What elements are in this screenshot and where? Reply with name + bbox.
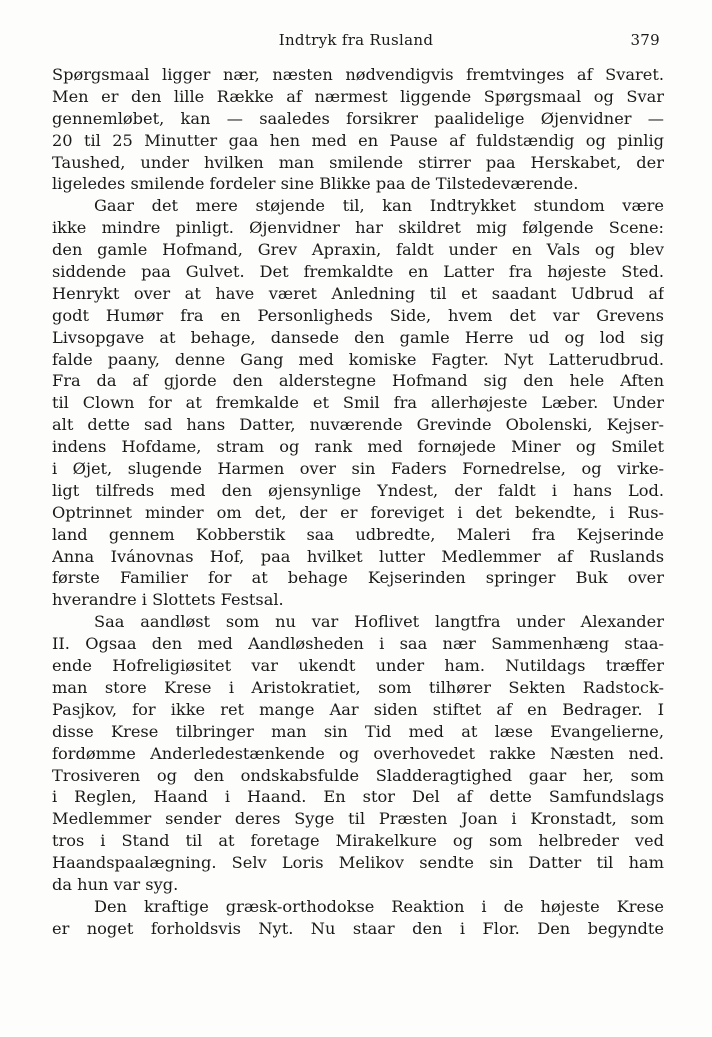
- text-line: 20 til 25 Minutter gaa hen med en Pause af fuldstændig og pinlig: [52, 130, 664, 150]
- text-line: Medlemmer sender deres Syge til Præsten Joan i Kronstadt, som: [52, 809, 664, 829]
- text-line: II. Ogsaa den med Aandløsheden i saa nær Sammenhæng staa-: [52, 634, 664, 654]
- text-line: Henrykt over at have været Anledning til et saadant Udbrud af: [52, 283, 664, 303]
- text-line: da hun var syg.: [52, 874, 179, 894]
- text-line: Saa aandløst som nu var Hoflivet langtfra under Alexander: [94, 612, 664, 632]
- text-line: gennemløbet, kan — saaledes forsikrer paalidelige Øjenvidner —: [52, 108, 664, 128]
- body-text: [52, 64, 664, 940]
- text-line: Anna Ivánovnas Hof, paa hvilket lutter Medlemmer af Ruslands: [52, 546, 664, 566]
- text-line: alt dette sad hans Datter, nuværende Grevinde Obolenski, Kejser-: [52, 415, 664, 435]
- text-line: disse Krese tilbringer man sin Tid med at læse Evangelierne,: [52, 721, 664, 741]
- text-line: Trosiveren og den ondskabsfulde Sladderagtighed gaar her, som: [52, 765, 664, 785]
- text-line: land gennem Kobberstik saa udbredte, Maleri fra Kejserinde: [52, 524, 664, 544]
- text-line: ikke mindre pinligt. Øjenvidner har skildret mig følgende Scene:: [52, 218, 664, 238]
- text-line: Gaar det mere støjende til, kan Indtrykket stundom være: [94, 196, 664, 216]
- text-line: ende Hofreligiøsitet var ukendt under ham. Nutildags træffer: [52, 656, 664, 676]
- text-line: i Reglen, Haand i Haand. En stor Del af dette Samfundslags: [52, 787, 664, 807]
- text-line: Den kraftige græsk-orthodokse Reaktion i de højeste Krese: [94, 896, 664, 916]
- text-line: Spørgsmaal ligger nær, næsten nødvendigvis fremtvinges af Svaret.: [52, 65, 664, 84]
- running-head: [52, 31, 660, 53]
- text-line: Taushed, under hvilken man smilende stirrer paa Herskabet, der: [52, 152, 664, 172]
- text-line: indens Hofdame, stram og rank med fornøjede Miner og Smilet: [52, 437, 664, 457]
- text-line: i Øjet, slugende Harmen over sin Faders Fornedrelse, og virke-: [52, 459, 664, 479]
- text-line: Livsopgave at behage, dansede den gamle Herre ud og lod sig: [52, 327, 664, 347]
- text-line: man store Krese i Aristokratiet, som tilhører Sekten Radstock-: [52, 677, 664, 697]
- text-line: Pasjkov, for ikke ret mange Aar siden stiftet af en Bedrager. I: [52, 699, 664, 719]
- text-line: er noget forholdsvis Nyt. Nu staar den i Flor. Den begyndte: [52, 918, 664, 938]
- page-number: 379: [630, 31, 660, 49]
- text-line: ligt tilfreds med den øjensynlige Yndest, der faldt i hans Lod.: [52, 480, 664, 500]
- text-line: godt Humør fra en Personligheds Side, hvem det var Grevens: [52, 305, 664, 325]
- text-line: Optrinnet minder om det, der er foreviget i det bekendte, i Rus-: [52, 502, 664, 522]
- text-line: tros i Stand til at foretage Mirakelkure og som helbreder ved: [52, 831, 664, 851]
- text-line: hverandre i Slottets Festsal.: [52, 590, 284, 610]
- text-line: til Clown for at fremkalde et Smil fra allerhøjeste Læber. Under: [52, 393, 664, 413]
- text-line: Fra da af gjorde den alderstegne Hofmand sig den hele Aften: [52, 371, 664, 391]
- text-line: første Familier for at behage Kejserinden springer Buk over: [52, 568, 664, 588]
- text-line: Haandspaalægning. Selv Loris Melikov sendte sin Datter til ham: [52, 853, 664, 873]
- text-line: Men er den lille Række af nærmest liggende Spørgsmaal og Svar: [52, 86, 664, 106]
- text-line: den gamle Hofmand, Grev Apraxin, faldt under en Vals og blev: [52, 240, 664, 260]
- text-line: ligeledes smilende fordeler sine Blikke paa de Tilstedeværende.: [52, 174, 579, 194]
- text-line: siddende paa Gulvet. Det fremkaldte en Latter fra højeste Sted.: [52, 262, 664, 282]
- running-title: Indtryk fra Rusland: [278, 31, 434, 49]
- text-line: fordømme Anderledestænkende og overhovedet rakke Næsten ned.: [52, 743, 664, 763]
- text-line: falde paany, denne Gang med komiske Fagter. Nyt Latterudbrud.: [52, 349, 664, 369]
